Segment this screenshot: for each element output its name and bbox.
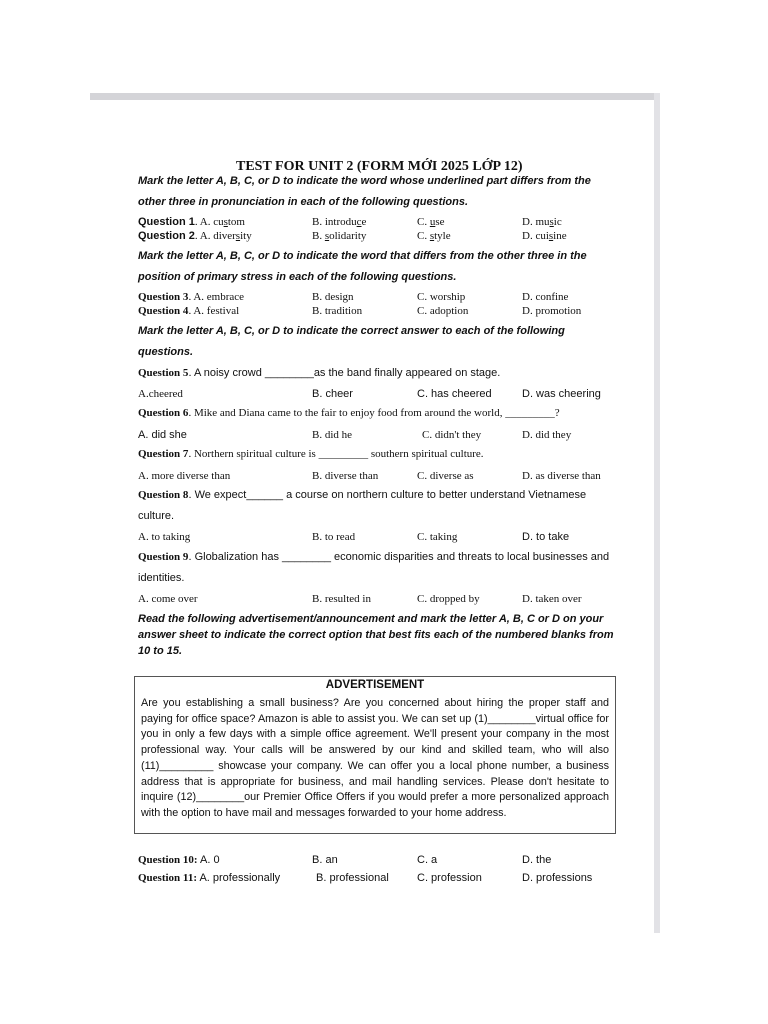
question-9-options xyxy=(138,593,618,607)
page-right-edge xyxy=(654,93,660,933)
question-8-stem: Question 8. We expect______ a course on northern culture to better understand Vietnamese culture. xyxy=(138,489,587,522)
question-2-row xyxy=(138,230,618,244)
question-5-options xyxy=(138,388,618,402)
question-4-c: C. adoption xyxy=(417,305,469,317)
question-4-b: B. tradition xyxy=(312,305,363,317)
question-4-label: Question 4 xyxy=(138,305,189,317)
question-6-options xyxy=(138,429,618,443)
question-9-a: A. come over xyxy=(138,593,198,605)
question-11-label: Question 11: xyxy=(138,872,197,884)
question-1-row xyxy=(138,216,618,230)
question-11-b: B. professional xyxy=(316,872,389,884)
question-5-b: B. cheer xyxy=(312,388,353,400)
question-9-d: D. taken over xyxy=(522,593,582,605)
question-6-b: B. did he xyxy=(312,429,353,441)
question-9-stem: Question 9. Globalization has ________ economic disparities and threats to local businesses and identities. xyxy=(138,551,610,584)
question-7-stem: Question 7. Northern spiritual culture is _________ southern spiritual culture. xyxy=(138,448,484,460)
question-8-a: A. to taking xyxy=(138,531,191,543)
question-3-b: B. design xyxy=(312,291,354,303)
instruction-pronunciation: Mark the letter A, B, C, or D to indicate the word whose underlined part differs from the other three in pronunciation in each of the following questions. xyxy=(138,175,591,208)
question-11-a: Question 11: A. professionally xyxy=(138,872,281,884)
question-3-label: Question 3 xyxy=(138,291,189,303)
question-1-b: B. introduce xyxy=(312,216,367,228)
question-9-c: C. dropped by xyxy=(417,593,480,605)
question-4-d: D. promotion xyxy=(522,305,582,317)
question-6-stem: Question 6. Mike and Diana came to the fair to enjoy food from around the world, _________? xyxy=(138,407,560,419)
question-1-d: D. music xyxy=(522,216,562,228)
question-5-stem: Question 5. A noisy crowd ________as the band finally appeared on stage. xyxy=(138,367,501,379)
instruction-correct-answer: Mark the letter A, B, C, or D to indicate the correct answer to each of the following questions. xyxy=(138,325,565,358)
question-9-b: B. resulted in xyxy=(312,593,371,605)
question-7-options xyxy=(138,470,618,484)
question-2-c: C. style xyxy=(417,230,451,242)
advertisement-box xyxy=(134,676,616,834)
question-5-d: D. was cheering xyxy=(522,388,601,400)
question-11-row xyxy=(138,872,618,886)
question-4-row xyxy=(138,305,618,319)
question-2-label: Question 2 xyxy=(138,230,195,242)
question-3-d: D. confine xyxy=(522,291,569,303)
question-6-label: Question 6 xyxy=(138,407,189,419)
question-3-c: C. worship xyxy=(417,291,466,303)
question-7-d: D. as diverse than xyxy=(522,470,601,482)
question-10-row xyxy=(138,854,618,868)
question-11-d: D. professions xyxy=(522,872,593,884)
question-8-c: C. taking xyxy=(417,531,458,543)
question-8-d: D. to take xyxy=(522,531,570,543)
question-10-b: B. an xyxy=(312,854,338,866)
question-10-a: Question 10: A. 0 xyxy=(138,854,220,866)
question-5-c: C. has cheered xyxy=(417,388,492,400)
question-1-label: Question 1 xyxy=(138,216,195,228)
question-7-a: A. more diverse than xyxy=(138,470,231,482)
question-6-a: A. did she xyxy=(138,429,187,441)
question-10-label: Question 10: xyxy=(138,854,198,866)
question-6-d: D. did they xyxy=(522,429,572,441)
question-10-d: D. the xyxy=(522,854,552,866)
question-7-c: C. diverse as xyxy=(417,470,474,482)
advertisement-heading: ADVERTISEMENT xyxy=(325,679,425,691)
question-8-options xyxy=(138,531,618,545)
question-2-a: Question 2. A. diversity xyxy=(138,230,252,242)
question-10-c: C. a xyxy=(417,854,438,866)
question-4-a: Question 4. A. festival xyxy=(138,305,240,317)
question-7-b: B. diverse than xyxy=(312,470,379,482)
question-8-b: B. to read xyxy=(312,531,356,543)
question-5-label: Question 5 xyxy=(138,367,189,379)
question-8-label: Question 8 xyxy=(138,489,189,501)
instruction-reading: Read the following advertisement/announcement and mark the letter A, B, C or D on your answer sheet to indicate the correct option that best fits each of the numbered blanks from 10 to 15. xyxy=(138,613,614,657)
question-2-d: D. cuisine xyxy=(522,230,567,242)
advertisement-body: Are you establishing a small business? Are you concerned about hiring the proper staff and paying for office space? Amazon is able to assist you. We can set up (1)________virtual office for you in only a few days with a simple office agreement. We'll present your company in the most professional way. Your calls will be answered by our kind and skilled team, who will also (11)_________ showcase your company. We can offer you a local phone number, a business address that is appropriate for business, and mail handling services. Please don't hesitate to inquire (12)________our Premier Office Offers if you would prefer a more personalized approach with the option to have mail and messages forwarded to your home address. xyxy=(141,697,609,819)
question-2-b: B. solidarity xyxy=(312,230,367,242)
question-3-row xyxy=(138,291,618,305)
question-11-c: C. profession xyxy=(417,872,482,884)
question-1-a: Question 1. A. custom xyxy=(138,216,245,228)
question-1-c: C. use xyxy=(417,216,445,228)
instruction-stress: Mark the letter A, B, C, or D to indicate the word that differs from the other three in the position of primary stress in each of the following questions. xyxy=(138,250,587,283)
question-5-a: A.cheered xyxy=(138,388,183,400)
page-top-edge xyxy=(90,93,660,100)
question-7-label: Question 7 xyxy=(138,448,189,460)
question-6-c: C. didn't they xyxy=(422,429,482,441)
question-9-label: Question 9 xyxy=(138,551,189,563)
question-3-a: Question 3. A. embrace xyxy=(138,291,245,303)
page-title: TEST FOR UNIT 2 (FORM MỚI 2025 LỚP 12) xyxy=(236,159,523,174)
